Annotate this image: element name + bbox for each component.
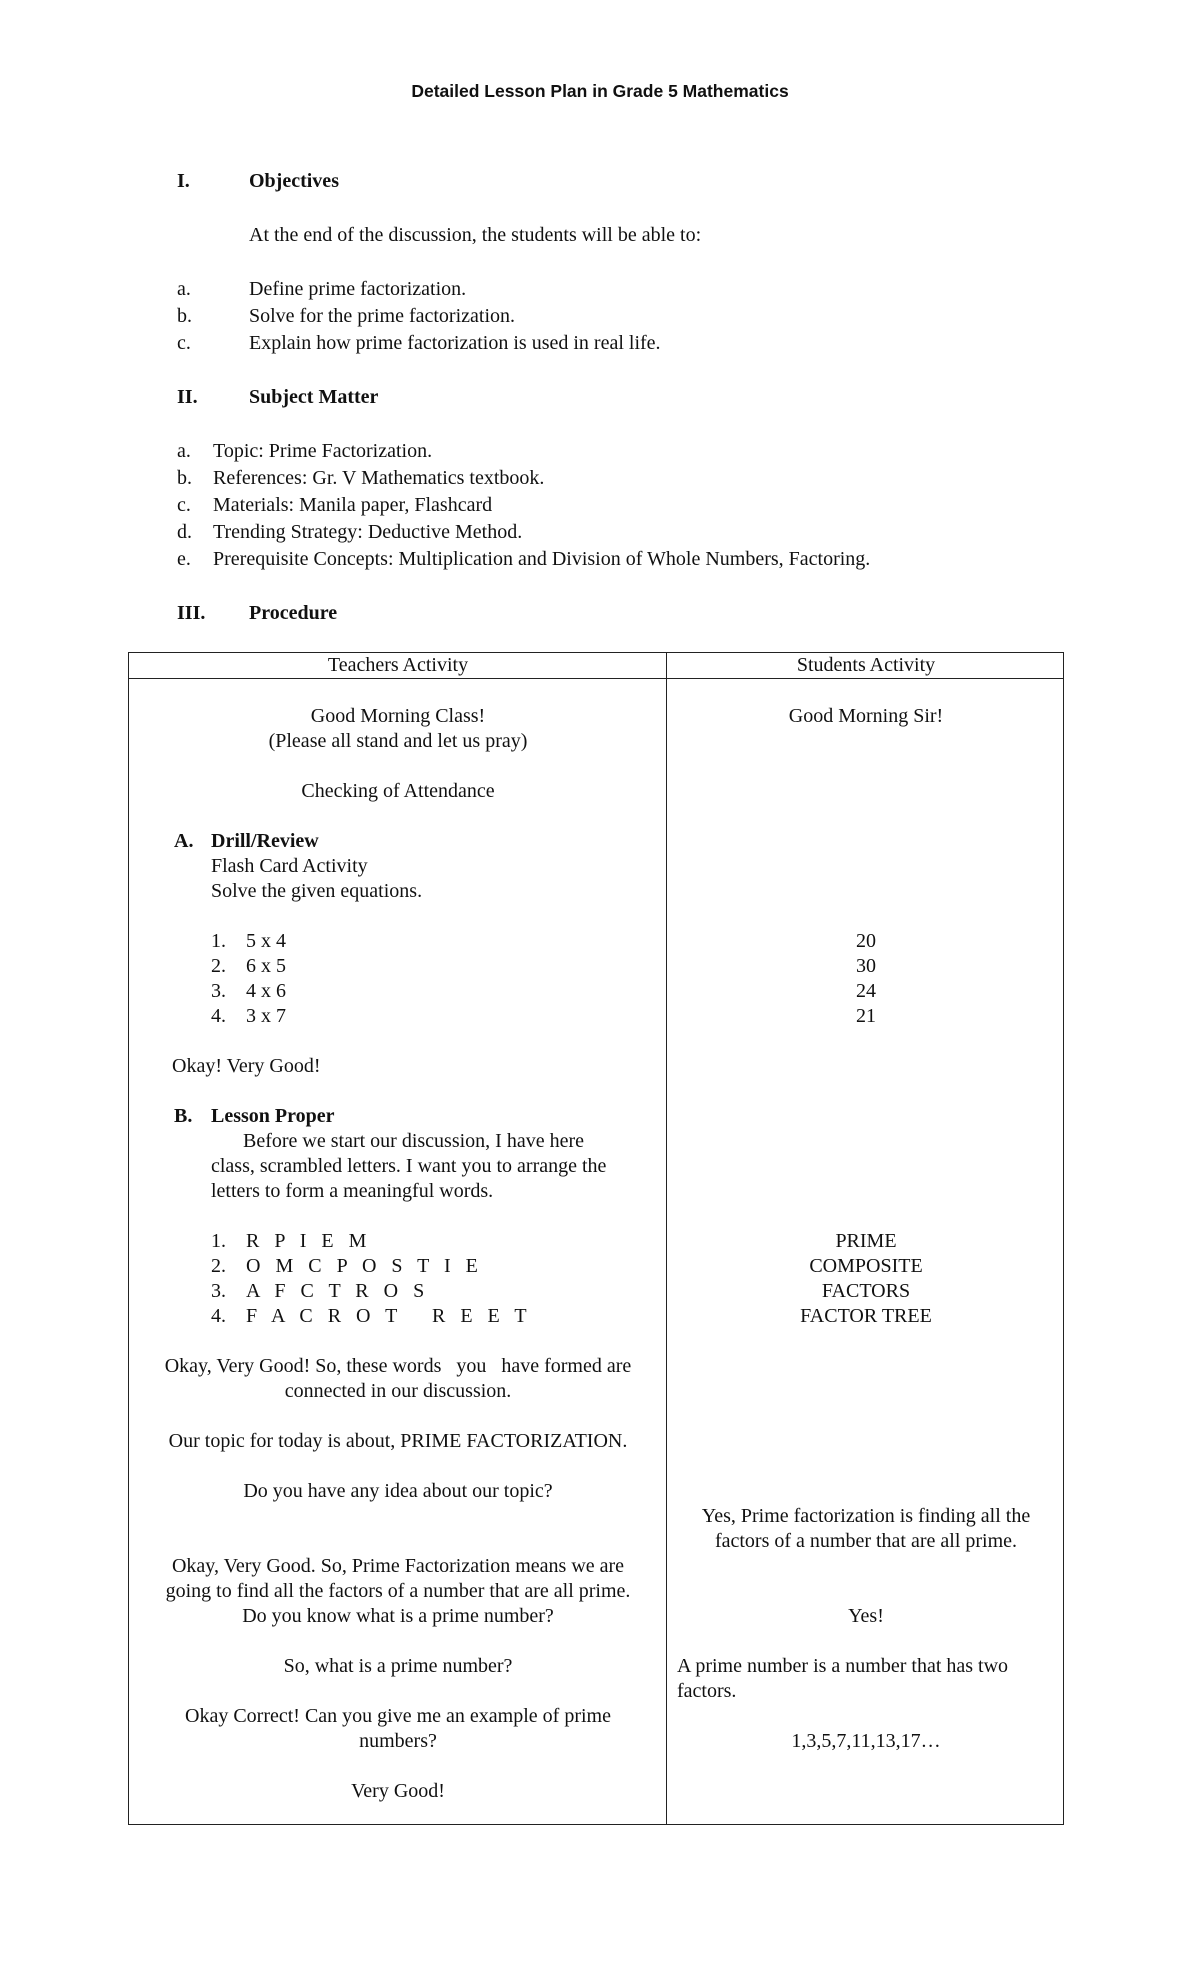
objective-marker: c. bbox=[177, 332, 191, 354]
student-yes: Yes! bbox=[848, 1605, 884, 1627]
objective-item: Define prime factorization. bbox=[249, 278, 467, 300]
section-numeral-objectives: I. bbox=[177, 170, 190, 192]
subject-marker: b. bbox=[177, 467, 192, 489]
section-heading-subject-matter: Subject Matter bbox=[249, 386, 379, 408]
teacher-prime-question: So, what is a prime number? bbox=[283, 1655, 513, 1677]
objective-item: Explain how prime factorization is used in real life. bbox=[249, 332, 661, 354]
student-answer: 24 bbox=[856, 980, 876, 1002]
teacher-pray: (Please all stand and let us pray) bbox=[268, 730, 528, 752]
section-heading-procedure: Procedure bbox=[249, 602, 338, 624]
teacher-formed-line: Okay, Very Good! So, these words you have formed are bbox=[164, 1355, 632, 1377]
student-word: FACTORS bbox=[821, 1280, 911, 1302]
lesson-intro: letters to form a meaningful words. bbox=[211, 1180, 494, 1202]
subject-marker: a. bbox=[177, 440, 191, 462]
scramble-item: R P I E M bbox=[246, 1230, 372, 1252]
student-definition-line: A prime number is a number that has two bbox=[677, 1655, 1009, 1677]
drill-item: 6 x 5 bbox=[246, 955, 286, 977]
student-word: COMPOSITE bbox=[809, 1255, 923, 1277]
teacher-topic: Our topic for today is about, PRIME FACTORIZATION. bbox=[168, 1430, 628, 1452]
scramble-item-marker: 4. bbox=[211, 1305, 226, 1327]
scramble-item: F A C R O T R E E T bbox=[246, 1305, 532, 1327]
subject-item-topic: Topic: Prime Factorization. bbox=[213, 440, 433, 462]
objective-item: Solve for the prime factorization. bbox=[249, 305, 516, 327]
student-word: PRIME bbox=[835, 1230, 897, 1252]
teacher-greeting: Good Morning Class! bbox=[310, 705, 486, 727]
document-title: Detailed Lesson Plan in Grade 5 Mathematics bbox=[411, 81, 789, 101]
drill-item: 4 x 6 bbox=[246, 980, 286, 1002]
teacher-example-line: numbers? bbox=[359, 1730, 437, 1752]
teacher-praise: Okay! Very Good! bbox=[172, 1055, 321, 1077]
subject-marker: e. bbox=[177, 548, 191, 570]
drill-line: Flash Card Activity bbox=[211, 855, 368, 877]
student-answer: 20 bbox=[856, 930, 876, 952]
teacher-means-line: Okay, Very Good. So, Prime Factorization means we are bbox=[171, 1555, 625, 1577]
lesson-intro: Before we start our discussion, I have here bbox=[243, 1130, 584, 1152]
teacher-formed-line: connected in our discussion. bbox=[284, 1380, 512, 1402]
scramble-item: O M C P O S T I E bbox=[246, 1255, 483, 1277]
objective-marker: b. bbox=[177, 305, 192, 327]
student-answer: 21 bbox=[856, 1005, 876, 1027]
lesson-intro: class, scrambled letters. I want you to arrange the bbox=[211, 1155, 607, 1177]
drill-item-marker: 4. bbox=[211, 1005, 226, 1027]
subject-item-strategy: Trending Strategy: Deductive Method. bbox=[213, 521, 523, 543]
teacher-attendance: Checking of Attendance bbox=[301, 780, 495, 802]
student-answer: 30 bbox=[856, 955, 876, 977]
teacher-praise: Very Good! bbox=[351, 1780, 445, 1802]
scramble-item-marker: 3. bbox=[211, 1280, 226, 1302]
column-header-teacher: Teachers Activity bbox=[327, 654, 469, 676]
student-idea-line: Yes, Prime factorization is finding all the bbox=[701, 1505, 1031, 1527]
subject-item-references: References: Gr. V Mathematics textbook. bbox=[213, 467, 545, 489]
teacher-means-line: Do you know what is a prime number? bbox=[242, 1605, 554, 1627]
header-divider bbox=[129, 678, 1063, 679]
teacher-means-line: going to find all the factors of a number that are all prime. bbox=[165, 1580, 631, 1602]
column-header-students: Students Activity bbox=[796, 654, 936, 676]
objectives-intro: At the end of the discussion, the students will be able to: bbox=[249, 224, 702, 246]
teacher-example-line: Okay Correct! Can you give me an example of prime bbox=[185, 1705, 611, 1727]
objective-marker: a. bbox=[177, 278, 191, 300]
scramble-item-marker: 1. bbox=[211, 1230, 226, 1252]
procedure-table bbox=[128, 652, 1064, 1825]
scramble-item-marker: 2. bbox=[211, 1255, 226, 1277]
lesson-marker: B. bbox=[174, 1105, 193, 1127]
drill-heading: Drill/Review bbox=[211, 830, 319, 852]
subject-item-materials: Materials: Manila paper, Flashcard bbox=[213, 494, 493, 516]
subject-marker: c. bbox=[177, 494, 191, 516]
section-heading-objectives: Objectives bbox=[249, 170, 339, 192]
subject-item-prerequisites: Prerequisite Concepts: Multiplication and Division of Whole Numbers, Factoring. bbox=[213, 548, 871, 570]
student-definition-line: factors. bbox=[677, 1680, 737, 1702]
student-idea-line: factors of a number that are all prime. bbox=[714, 1530, 1018, 1552]
drill-line: Solve the given equations. bbox=[211, 880, 423, 902]
drill-item: 5 x 4 bbox=[246, 930, 286, 952]
section-numeral-procedure: III. bbox=[177, 602, 206, 624]
student-greeting: Good Morning Sir! bbox=[788, 705, 944, 727]
teacher-idea-question: Do you have any idea about our topic? bbox=[243, 1480, 553, 1502]
lesson-heading: Lesson Proper bbox=[211, 1105, 335, 1127]
drill-marker: A. bbox=[174, 830, 194, 852]
drill-item: 3 x 7 bbox=[246, 1005, 286, 1027]
section-numeral-subject-matter: II. bbox=[177, 386, 198, 408]
subject-marker: d. bbox=[177, 521, 192, 543]
student-examples: 1,3,5,7,11,13,17… bbox=[791, 1730, 941, 1752]
student-word: FACTOR TREE bbox=[800, 1305, 932, 1327]
drill-item-marker: 2. bbox=[211, 955, 226, 977]
scramble-item: A F C T R O S bbox=[246, 1280, 430, 1302]
drill-item-marker: 3. bbox=[211, 980, 226, 1002]
drill-item-marker: 1. bbox=[211, 930, 226, 952]
